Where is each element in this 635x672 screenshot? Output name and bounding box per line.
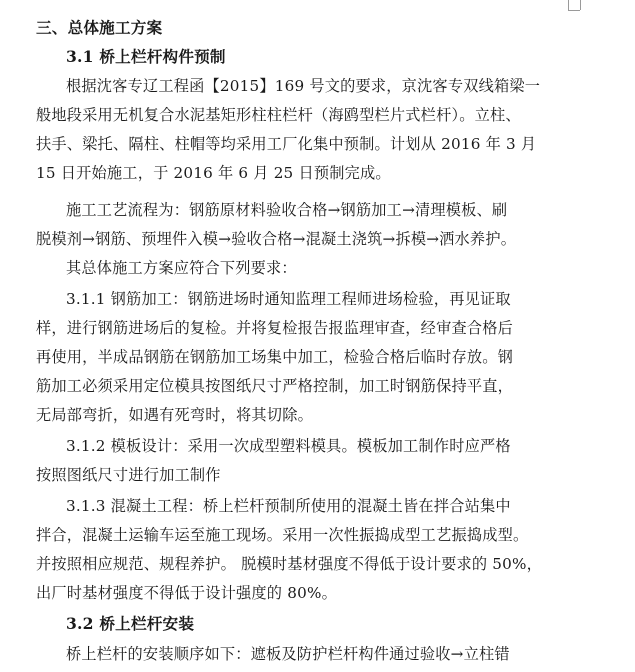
paragraph-line: 般地段采用无机复合水泥基矩形柱柱栏杆（海鸥型栏片式栏杆）。立柱、 xyxy=(36,106,521,124)
paragraph-line: 无局部弯折，如遇有死弯时，将其切除。 xyxy=(36,406,313,424)
paragraph-line: 脱模剂→钢筋、预埋件入模→验收合格→混凝土浇筑→拆模→洒水养护。 xyxy=(36,230,517,248)
paragraph-line: 再使用，半成品钢筋在钢筋加工场集中加工，检验合格后临时存放。钢 xyxy=(36,348,514,366)
paragraph-line: 并按照相应规范、规程养护。 脱模时基材强度不得低于设计要求的 50%， xyxy=(36,555,543,573)
paragraph-line: 3.1.3 混凝土工程：桥上栏杆预制所使用的混凝土皆在拌合站集中 xyxy=(66,497,511,515)
paragraph-line: 按照图纸尺寸进行加工制作 xyxy=(36,466,221,484)
paragraph-line: 3.1.2 模板设计：采用一次成型塑料模具。模板加工制作时应严格 xyxy=(66,437,511,455)
subsection-title: 3.1 桥上栏杆构件预制 xyxy=(66,47,226,66)
paragraph-line: 15 日开始施工，于 2016 年 6 月 25 日预制完成。 xyxy=(36,164,391,182)
paragraph-line: 筋加工必须采用定位模具按图纸尺寸严格控制，加工时钢筋保持平直， xyxy=(36,377,514,395)
margin-mark-horizontal xyxy=(568,10,580,11)
paragraph-line: 扶手、梁托、隔柱、柱帽等均采用工厂化集中预制。计划从 2016 年 3 月 xyxy=(36,135,537,153)
paragraph-line: 其总体施工方案应符合下列要求： xyxy=(66,259,297,277)
paragraph-line: 拌合，混凝土运输车运至施工现场。采用一次性振捣成型工艺振捣成型。 xyxy=(36,526,529,544)
paragraph-line: 出厂时基材强度不得低于设计强度的 80%。 xyxy=(36,584,337,602)
margin-mark-right xyxy=(580,0,581,10)
margin-mark-left xyxy=(568,0,569,10)
subsection-title: 3.2 桥上栏杆安装 xyxy=(66,614,195,633)
paragraph-line: 3.1.1 钢筋加工：钢筋进场时通知监理工程师进场检验，再见证取 xyxy=(66,290,511,308)
paragraph-line: 施工工艺流程为：钢筋原材料验收合格→钢筋加工→清理模板、刷 xyxy=(66,201,508,219)
paragraph-line: 桥上栏杆的安装顺序如下：遮板及防护栏杆构件通过验收→立柱错 xyxy=(66,645,510,663)
paragraph-line: 根据沈客专辽工程函【2015】169 号文的要求，京沈客专双线箱梁一 xyxy=(66,77,541,95)
section-title: 三、总体施工方案 xyxy=(36,18,163,37)
paragraph-line: 样，进行钢筋进场后的复检。并将复检报告报监理审查，经审查合格后 xyxy=(36,319,514,337)
